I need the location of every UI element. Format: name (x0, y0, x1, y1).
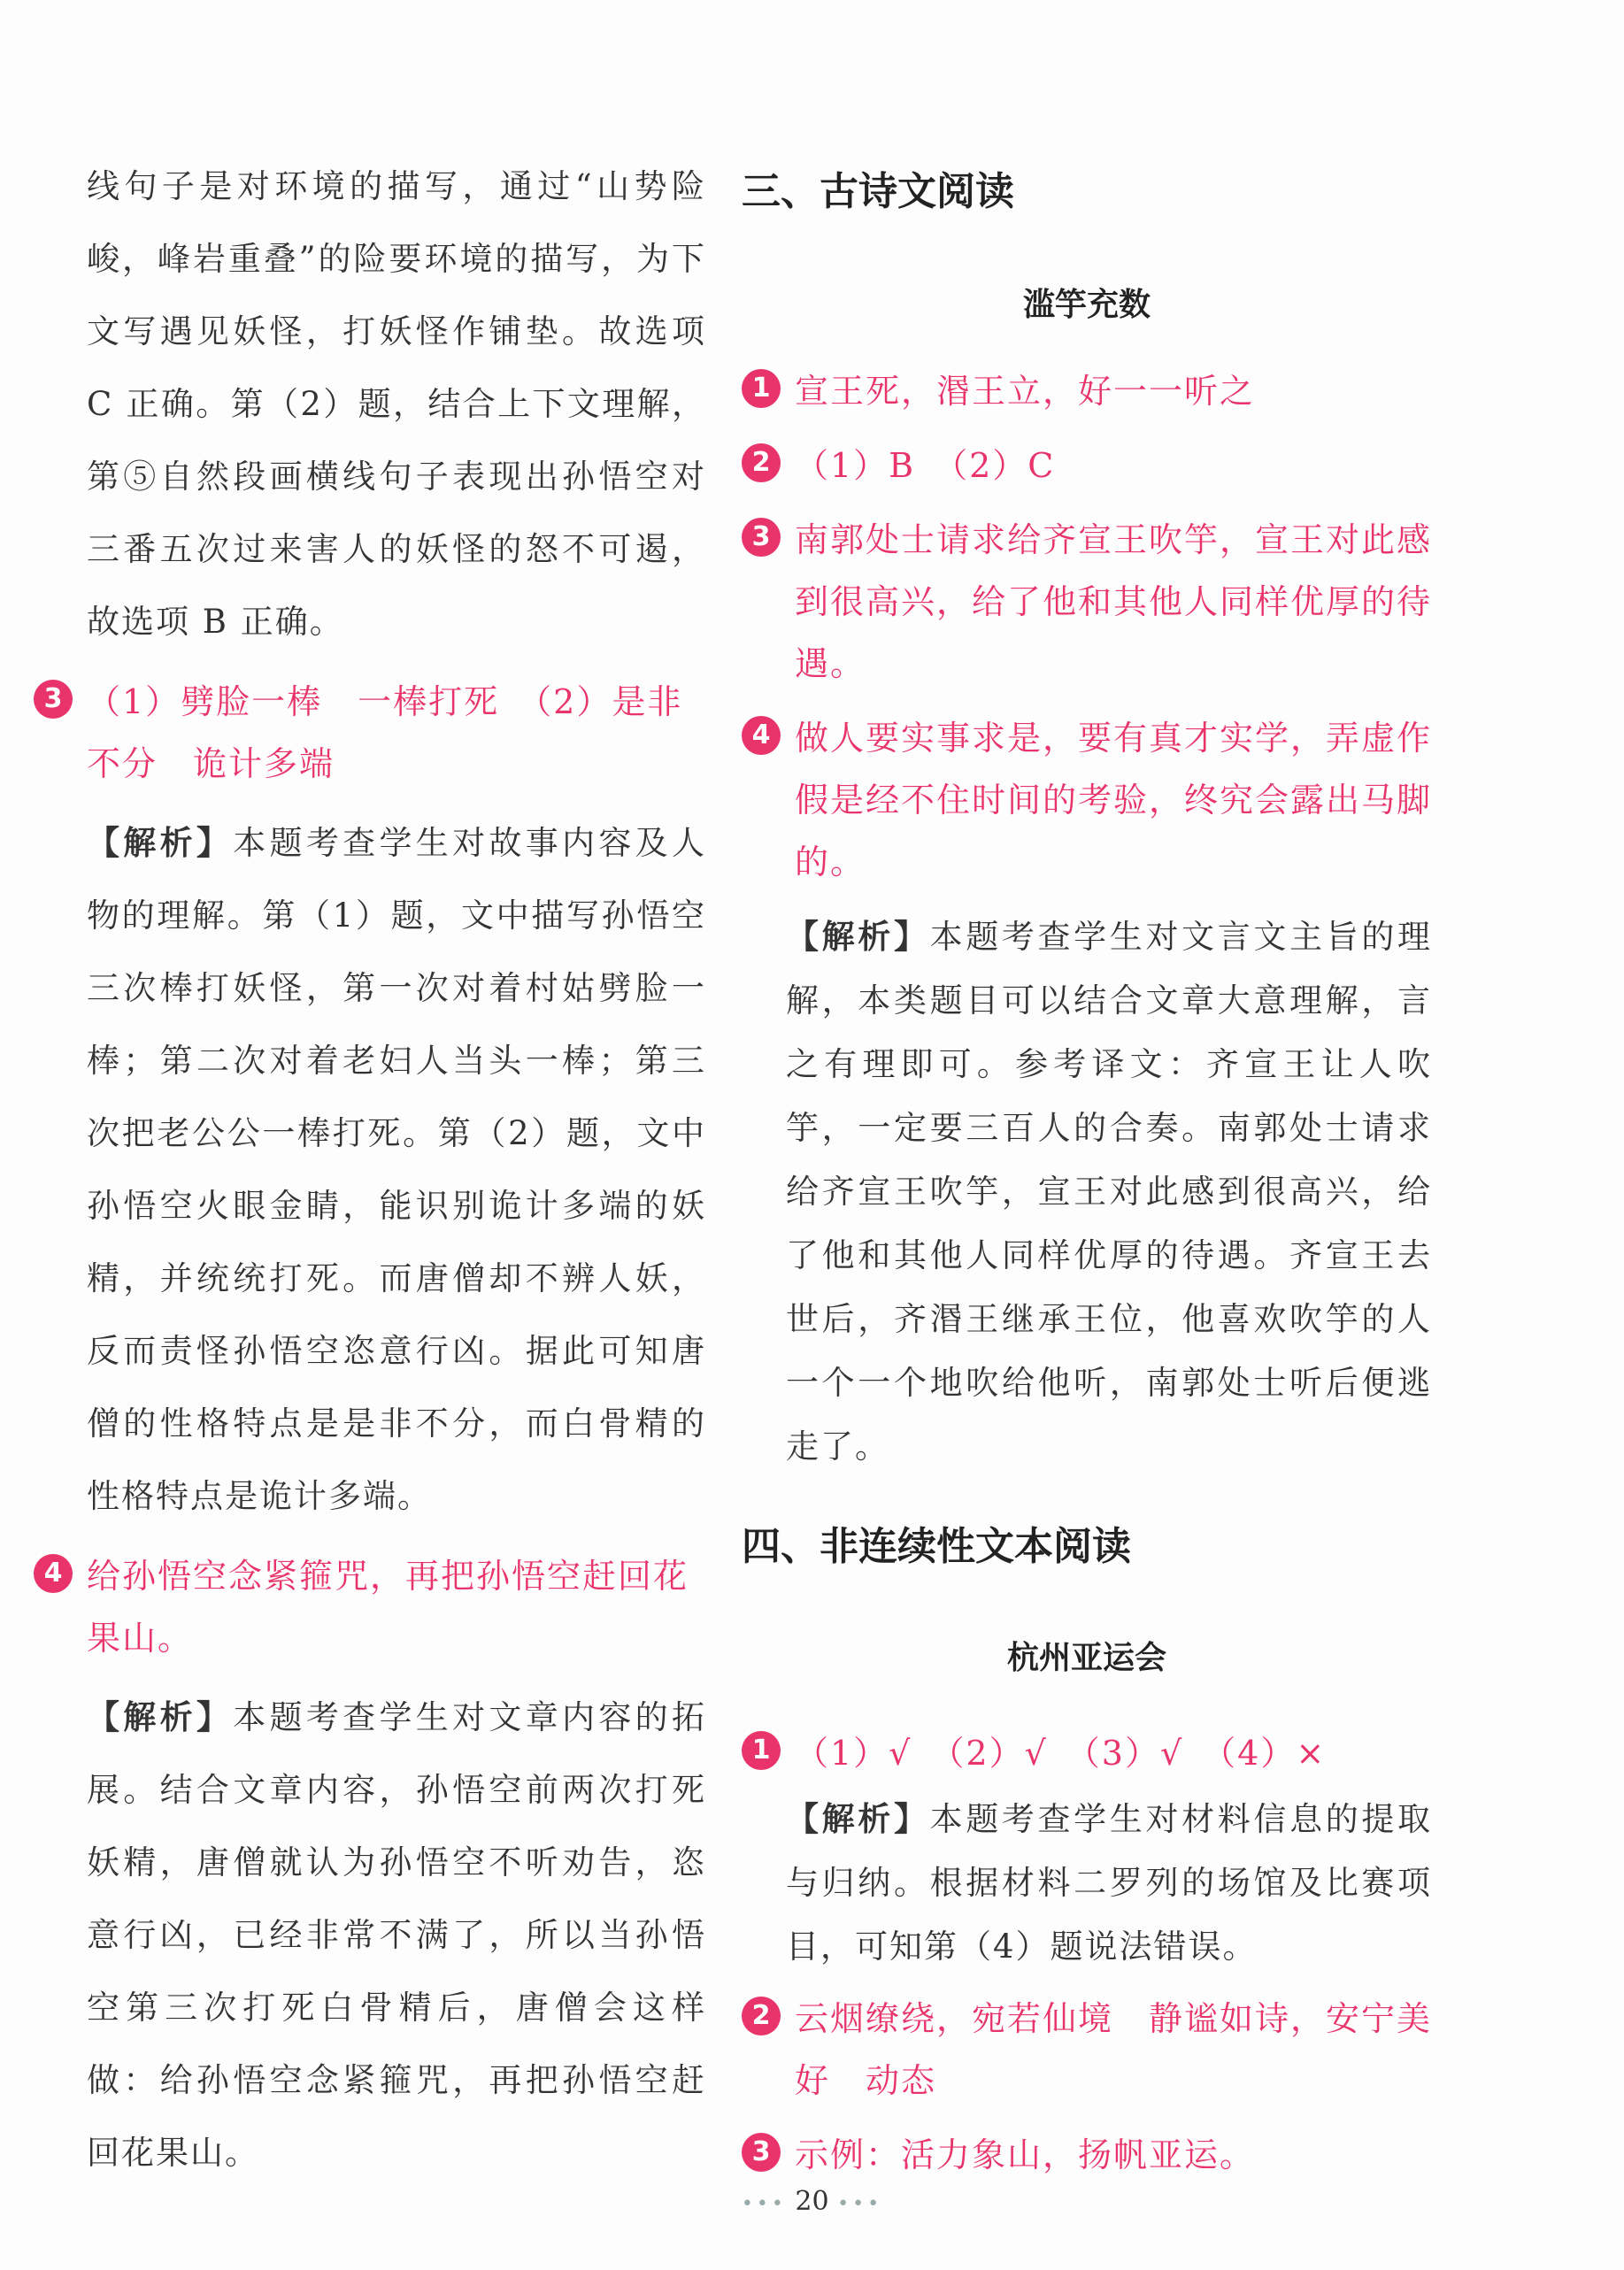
footer-dots: ••• (741, 2193, 787, 2215)
question-3 (742, 2124, 1432, 2186)
analysis-continuation: 线句子是对环境的描写，通过“山势险峻，峰岩重叠”的险要环境的描写，为下文写遇见妖怪，打妖怪作铺垫。故选项 C 正确。第（2）题，结合上下文理解，第⑤自然段画横线句子表现出孙悟空对三番五次过来害人的妖怪的怒不可遏，故选项 B 正确。 (87, 167, 706, 641)
answer-number-badge: 1 (742, 369, 781, 408)
answer-number-badge: 3 (742, 2133, 781, 2172)
answer-text: 做人要实事求是，要有真才实学，弄虚作假是经不住时间的考验，终究会露出马脚的。 (795, 719, 1433, 881)
answer-3 (34, 671, 706, 795)
answer-text: 南郭处士请求给齐宣王吹竽，宣王对此感到很高兴，给了他和其他人同样优厚的待遇。 (795, 520, 1433, 683)
answer-number-badge: 3 (34, 680, 73, 719)
left-column (43, 150, 706, 2189)
analysis-3 (87, 807, 706, 1533)
answer-text: 示例：活力象山，扬帆亚运。 (795, 2135, 1256, 2174)
answer-text: （1）B （2）C (795, 446, 1056, 485)
passage-title: 滥竽充数 (1022, 287, 1151, 323)
answer-text: （1）劈脸一棒 一棒打死 （2）是非不分 诡计多端 (87, 682, 683, 783)
page-number: 20 (795, 2186, 829, 2217)
analysis (742, 905, 1432, 1479)
analysis-mark: 【解析】 (87, 824, 234, 862)
answer-number-badge: 2 (742, 1997, 781, 2035)
answer-number-badge: 1 (742, 1731, 781, 1770)
question-1 (742, 360, 1432, 422)
analysis-4 (87, 1681, 706, 2189)
answer-4 (34, 1545, 706, 1669)
question-2 (742, 1988, 1432, 2112)
analysis-mark: 【解析】 (87, 1698, 234, 1736)
answer-number-badge: 3 (742, 518, 781, 557)
analysis-mark: 【解析】 (786, 918, 930, 956)
answer-number-badge: 4 (742, 716, 781, 755)
answer-number-badge: 4 (34, 1554, 73, 1593)
analysis-mark: 【解析】 (786, 1800, 930, 1838)
question-1 (742, 1722, 1432, 1784)
question-4 (742, 707, 1432, 893)
question-2 (742, 435, 1432, 496)
answer-text: 宣王死，湣王立，好一一听之 (795, 372, 1256, 411)
page-footer (0, 2186, 1624, 2217)
section-title: 四、非连续性文本阅读 (742, 1524, 1131, 1569)
answer-text: 给孙悟空念紧箍咒，再把孙悟空赶回花果山。 (87, 1557, 689, 1658)
analysis-text: 本题考查学生对文言文主旨的理解，本类题目可以结合文章大意理解，言之有理即可。参考译文：齐宣王让人吹竽，一定要三百人的合奏。南郭处士请求给齐宣王吹竽，宣王对此感到很高兴，给了他和其他人同样优厚的待遇。齐宣王去世后，齐湣王继承王位，他喜欢吹竽的人一个一个地吹给他听，南郭处士听后便逃走了。 (786, 918, 1433, 1466)
analysis-text: 本题考查学生对材料信息的提取与归纳。根据材料二罗列的场馆及比赛项目，可知第（4）题说法错误。 (786, 1800, 1433, 1966)
answer-text: 云烟缭绕，宛若仙境 静谧如诗，安宁美好 动态 (795, 1999, 1433, 2100)
analysis-text: 本题考查学生对故事内容及人物的理解。第（1）题，文中描写孙悟空三次棒打妖怪，第一次对着村姑劈脸一棒；第二次对着老妇人当头一棒；第三次把老公公一棒打死。第（2）题，文中孙悟空火眼金睛，能识别诡计多端的妖精，并统统打死。而唐僧却不辨人妖，反而责怪孙悟空恣意行凶。据此可知唐僧的性格特点是是非不分，而白骨精的性格特点是诡计多端。 (87, 824, 706, 1515)
answer-text: （1）√ （2）√ （3）√ （4）× (795, 1734, 1327, 1773)
passage-title: 杭州亚运会 (1006, 1640, 1166, 1676)
footer-dots: ••• (837, 2193, 883, 2215)
section-title: 三、古诗文阅读 (742, 169, 1014, 214)
answer-number-badge: 2 (742, 443, 781, 482)
right-column (742, 159, 1432, 2198)
analysis-text: 本题考查学生对文章内容的拓展。结合文章内容，孙悟空前两次打死妖精，唐僧就认为孙悟空不听劝告，恣意行凶，已经非常不满了，所以当孙悟空第三次打死白骨精后，唐僧会这样做：给孙悟空念紧箍咒，再把孙悟空赶回花果山。 (87, 1698, 706, 2172)
question-3 (742, 509, 1432, 695)
analysis (742, 1788, 1432, 1979)
